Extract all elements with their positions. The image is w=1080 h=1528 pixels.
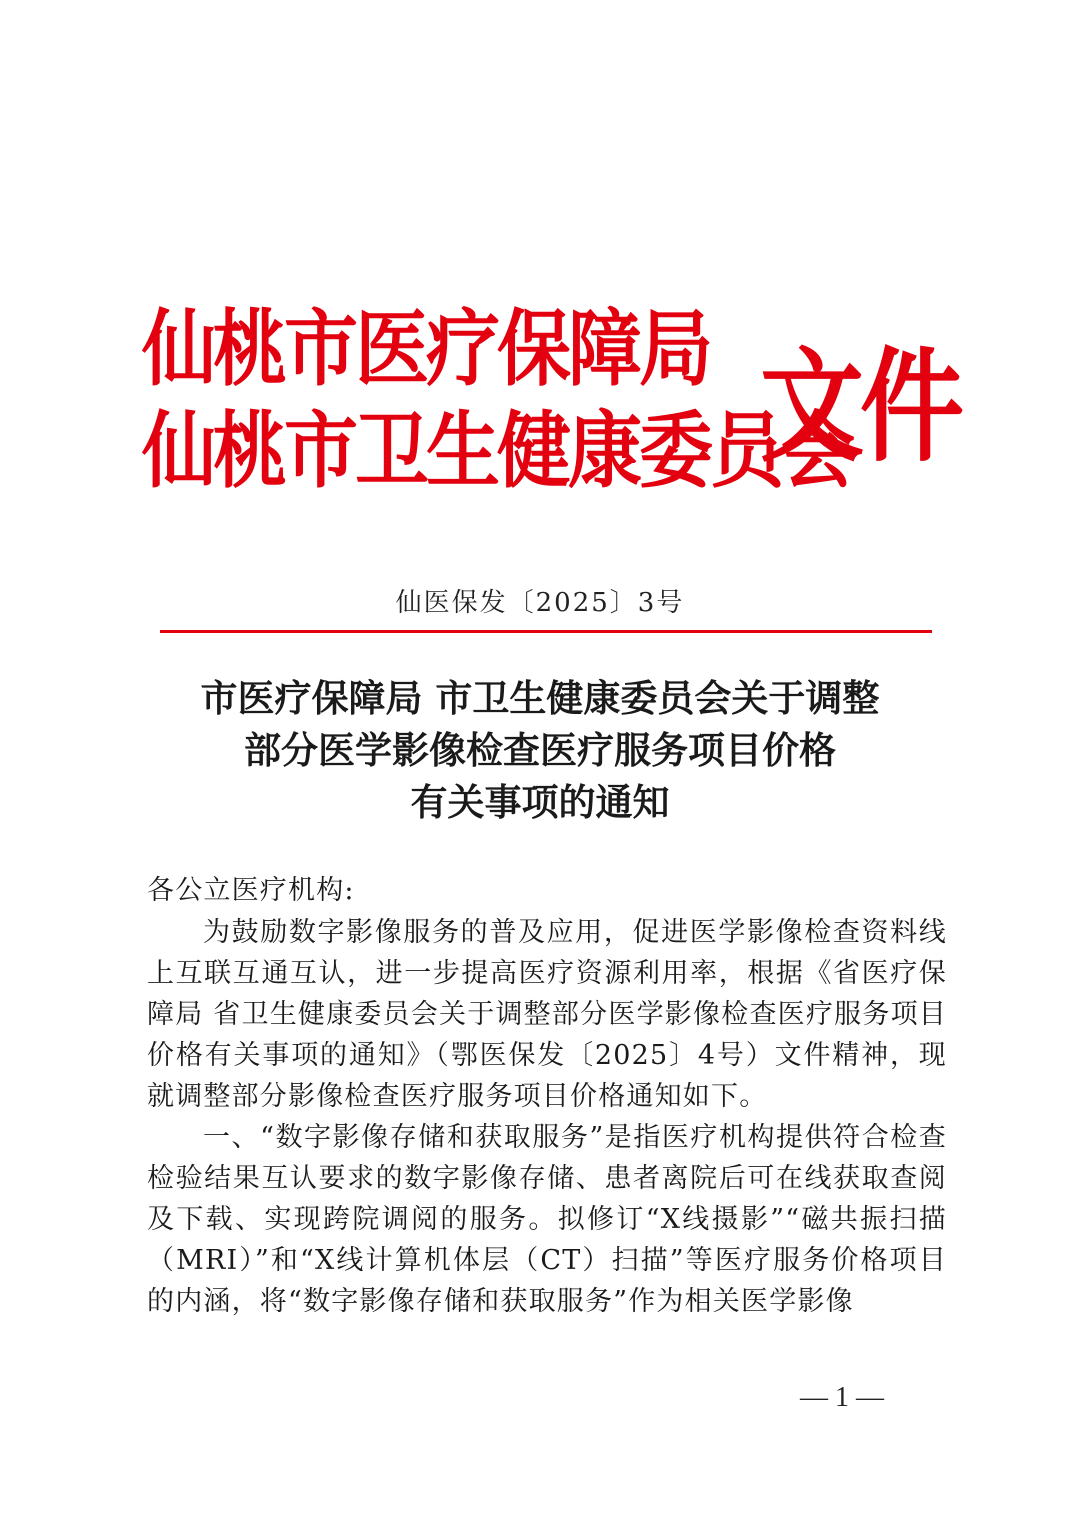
notice-body — [147, 870, 947, 1322]
body-paragraph: 一、“数字影像存储和获取服务”是指医疗机构提供符合检查检验结果互认要求的数字影像存储、患者离院后可在线获取查阅及下载、实现跨院调阅的服务。拟修订“X线摄影”“磁共振扫描（MRI）”和“X线计算机体层（CT）扫描”等医疗服务价格项目的内涵，将“数字影像存储和获取服务”作为相关医学影像 — [147, 1122, 947, 1317]
salutation: 各公立医疗机构: — [147, 875, 355, 906]
document-number: 仙医保发〔2025〕3号 — [395, 588, 685, 618]
notice-title — [140, 672, 940, 828]
issuer-block — [142, 300, 852, 500]
document-label: 文件 — [760, 333, 961, 479]
title-line: 部分医学影像检查医疗服务项目价格 — [244, 728, 836, 772]
issuer-medical-security-bureau: 仙桃市医疗保障局 — [142, 301, 710, 398]
page-number: — 1 — — [800, 1382, 884, 1413]
body-paragraph: 为鼓励数字影像服务的普及应用，促进医学影像检查资料线上互联互通互认，进一步提高医疗资源利用率，根据《省医疗保障局 省卫生健康委员会关于调整部分医学影像检查医疗服务项目价格有关事项的通知》（鄂医保发〔2025〕4号）文件精神，现就调整部分影像检查医疗服务项目价格通知如下。 — [147, 917, 947, 1112]
title-line: 市医疗保障局 市卫生健康委员会关于调整 — [200, 676, 880, 720]
red-divider — [160, 630, 932, 633]
title-line: 有关事项的通知 — [410, 780, 670, 824]
issuer-health-commission: 仙桃市卫生健康委员会 — [142, 403, 852, 500]
